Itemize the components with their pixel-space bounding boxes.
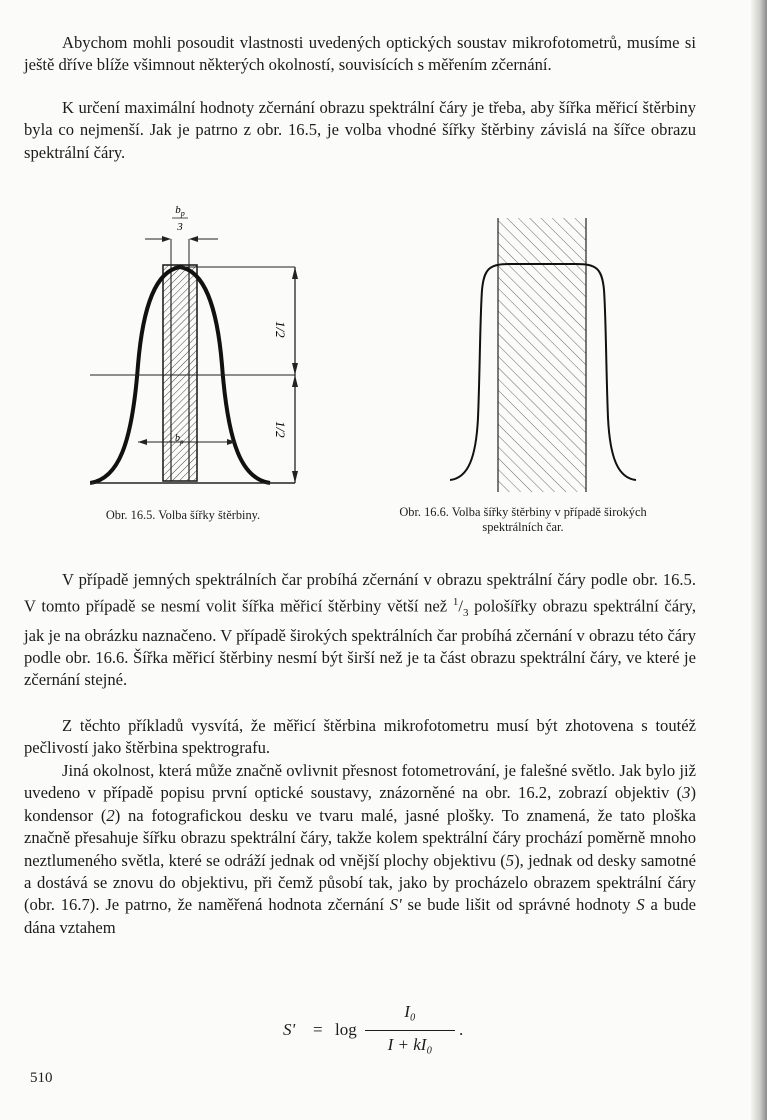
svg-text:bp — [175, 204, 185, 218]
formula-equals: = — [313, 1020, 323, 1039]
formula-end: . — [459, 1020, 464, 1039]
formula-numerator: I₀ — [404, 1002, 416, 1021]
formula-denominator: I + kI₀ — [387, 1035, 433, 1054]
wide-slit-hatch — [498, 218, 586, 492]
half-width-label-sub: p — [180, 438, 184, 446]
formula-log: log — [335, 1020, 357, 1039]
paragraph-4: Z těchto příkladů vysvítá, že měřicí štěrbina mikrofotometru musí být zhotovena s toutéž pečlivostí jako štěrbina spektrografu. — [24, 716, 696, 758]
figure-16-6-caption: Obr. 16.6. Volba šířky štěrbiny v případě širokých spektrálních čar. — [399, 505, 647, 534]
formula-lhs: S' — [283, 1020, 296, 1039]
page-edge-shadow — [751, 0, 767, 1120]
paragraph-3: V případě jemných spektrálních čar probíhá zčernání v obrazu spektrální čáry podle obr. 16.5. V tomto případě se nesmí volit šířka měřicí štěrbiny větší než $^1/_3$ pološířky obrazu spektrální čáry, jak je na obrázku naznačeno. V případě širokých spektrálních čar probíhá zčernání v obrazu této čáry podle obr. 16.6. Šířka měřicí štěrbiny nesmí být širší než je ta část obrazu spektrální čáry, ve které je zčernání stejné. — [24, 570, 696, 690]
paragraph-5: Jiná okolnost, která může značně ovlivnit přesnost fotometrování, je falešné světlo. Jak bylo již uvedeno v případě popisu první optické soustavy, znázorněné na obr. 16.2, zobrazí objektiv (3) kondensor (2) na fotografickou desku ve tvaru malé, jasné plošky. To znamená, že tato ploška značně přesahuje šířku obrazu spektrální čáry, takže kolem spektrální čáry prochází poměrně mnoho neztlumeného světla, které se odráží jednak od vnější plochy objektivu (5), jednak od desky samotné a dostává se znovu do objektivu, při čemž působí tak, jako by procházelo obrazem spektrální čáry (obr. 16.7). Je patrno, že naměřená hodnota zčernání S' se bude lišit od správné hodnoty S a bude dána vztahem — [24, 761, 696, 937]
slit-hatch — [163, 265, 197, 481]
figure-16-5 — [90, 195, 320, 495]
half-height-label-bottom: 1/2 — [273, 421, 288, 438]
figure-16-5-caption: Obr. 16.5. Volba šířky štěrbiny. — [105, 508, 261, 522]
paragraph-1: Abychom mohli posoudit vlastnosti uvedených optických soustav mikrofotometrů, musíme si ještě dříve blíže všimnout některých okolností, souvisících s měřením zčernání. — [24, 33, 696, 75]
slit-width-denominator: 3 — [177, 221, 183, 233]
paragraph-2: K určení maximální hodnoty zčernání obrazu spektrální čáry je třeba, aby šířka měřicí štěrbiny byla co nejmenší. Jak je patrno z obr. 16.5, je volba vhodné šířky štěrbiny závislá na šířce obrazu spektrální čáry. — [24, 98, 696, 162]
half-width-label: b — [175, 433, 180, 444]
formula-fraction-bar — [365, 1030, 455, 1031]
slit-width-label: b — [175, 204, 181, 216]
slit-width-label-sub: p — [180, 209, 185, 218]
page-number: 510 — [30, 1070, 53, 1086]
half-height-label-top: 1/2 — [273, 321, 288, 338]
figure-16-6 — [450, 218, 660, 500]
density-formula — [283, 1004, 463, 1064]
